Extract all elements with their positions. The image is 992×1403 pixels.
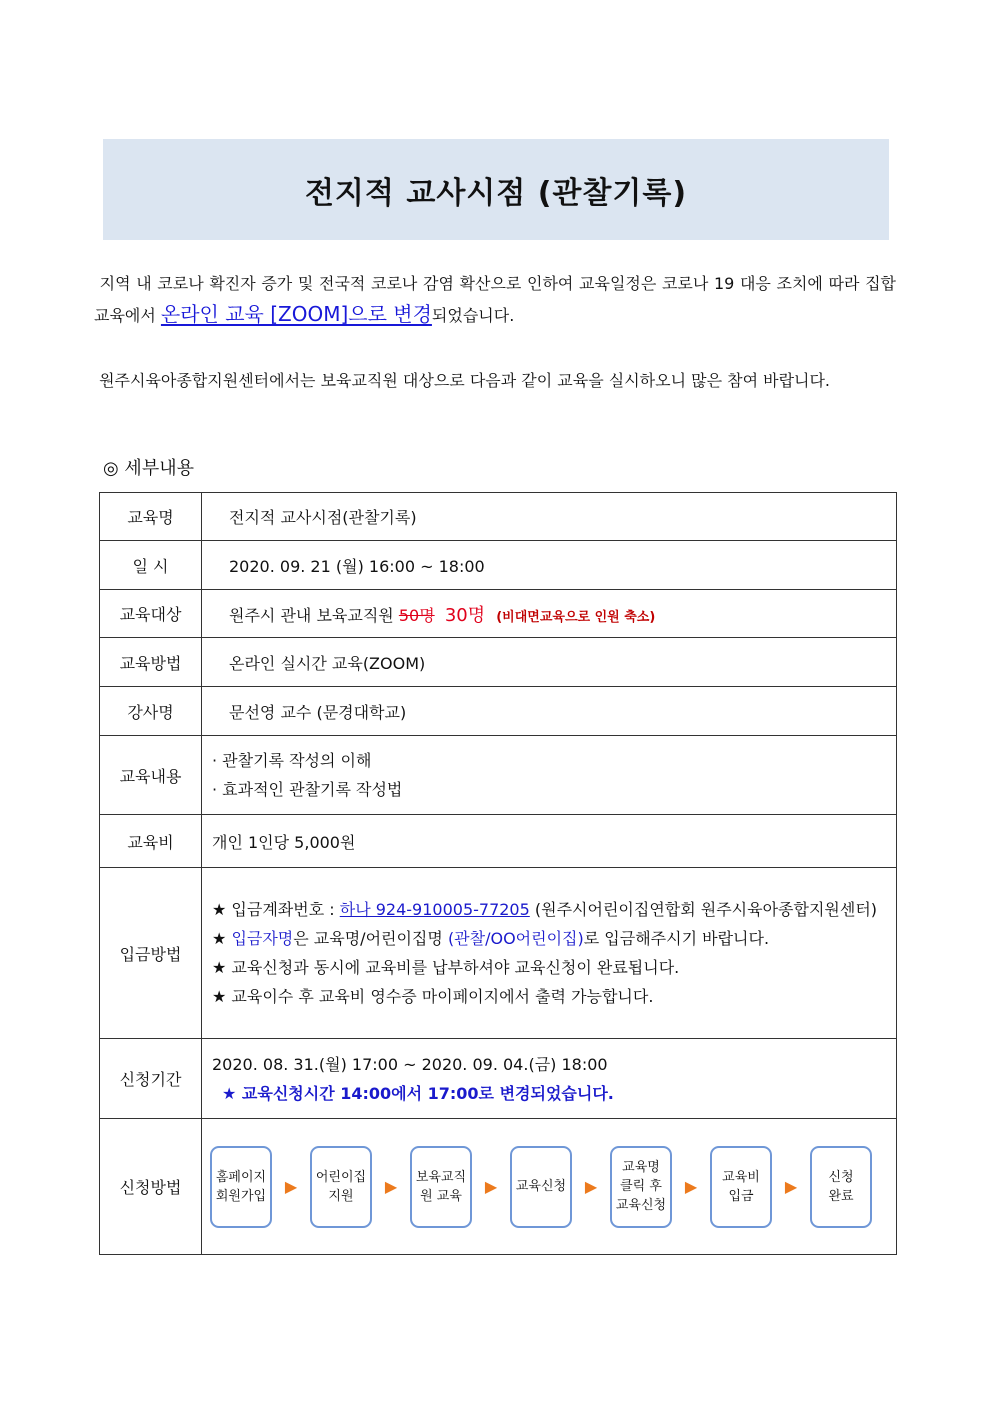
target-new-count: 30명	[444, 604, 486, 626]
target-value: 원주시 관내 보육교직원	[229, 605, 394, 625]
table-row	[100, 1119, 897, 1255]
table-row	[100, 815, 897, 868]
table-row	[100, 638, 897, 687]
payment-label: 입금방법	[100, 868, 202, 1039]
payment-line-2-mid: 은 교육명/어린이집명	[293, 929, 448, 948]
content-label: 교육내용	[100, 736, 202, 815]
step-click-course	[610, 1146, 672, 1228]
target-cell	[202, 590, 897, 638]
period-label: 신청기간	[100, 1039, 202, 1119]
payment-line-2-end: 로 입금해주시기 바랍니다.	[583, 929, 770, 948]
step-label: 신청 완료	[828, 1169, 854, 1204]
intro-paragraph-1	[94, 269, 896, 331]
intro-text-after: 되었습니다.	[431, 306, 515, 325]
step-label: 교육신청	[515, 1179, 567, 1194]
table-row	[100, 1039, 897, 1119]
step-label: 홈페이지 회원가입	[215, 1169, 267, 1204]
title-banner	[103, 139, 889, 240]
table-row	[100, 590, 897, 638]
step-complete	[810, 1146, 872, 1228]
fee-label: 교육비	[100, 815, 202, 868]
method-label: 교육방법	[100, 638, 202, 687]
arrow-right-icon: ▶	[384, 1177, 398, 1196]
target-note: (비대면교육으로 인원 축소)	[496, 609, 656, 625]
section-title: ◎ 세부내용	[103, 458, 194, 479]
date-value: 2020. 09. 21 (월) 16:00 ~ 18:00	[202, 541, 897, 590]
depositor-example: (관찰/OO어린이집)	[447, 929, 584, 948]
method-value: 온라인 실시간 교육(ZOOM)	[202, 638, 897, 687]
table-row	[100, 493, 897, 541]
course-value: 전지적 교사시점(관찰기록)	[202, 493, 897, 541]
payment-line-2	[212, 924, 888, 953]
period-value: 2020. 08. 31.(월) 17:00 ~ 2020. 09. 04.(금) 18:00	[212, 1054, 608, 1074]
arrow-right-icon: ▶	[784, 1177, 798, 1196]
step-label: 어린이집 지원	[315, 1169, 367, 1204]
intro-text-before: 지역 내 코로나 확진자 증가 및 전국적 코로나 감염 확산으로 인하여 교육일정은 코로나 19 대응 조치에 따라 집합교육에서	[94, 274, 897, 325]
details-table	[99, 492, 897, 1255]
payment-account-prefix: ★ 입금계좌번호 :	[212, 900, 340, 919]
document-title: 전지적 교사시점 (관찰기록)	[304, 175, 688, 211]
course-label: 교육명	[100, 493, 202, 541]
table-row	[100, 541, 897, 590]
step-label: 교육명 클릭 후 교육신청	[615, 1160, 667, 1213]
payment-line-3: ★ 교육신청과 동시에 교육비를 납부하셔야 교육신청이 완료됩니다.	[212, 958, 680, 977]
step-label: 보육교직 원 교육	[415, 1169, 467, 1204]
payment-line-4: ★ 교육이수 후 교육비 영수증 마이페이지에서 출력 가능합니다.	[212, 987, 654, 1006]
step-signup	[210, 1146, 272, 1228]
payment-line-1	[212, 895, 888, 924]
arrow-right-icon: ▶	[684, 1177, 698, 1196]
content-item: · 관찰기록 작성의 이해	[212, 751, 372, 770]
step-staff-education	[410, 1146, 472, 1228]
step-daycare-support	[310, 1146, 372, 1228]
apply-flow-cell	[202, 1119, 897, 1255]
arrow-right-icon: ▶	[284, 1177, 298, 1196]
fee-value: 개인 1인당 5,000원	[202, 815, 897, 868]
online-change-highlight: 온라인 교육 [ZOOM]으로 변경	[160, 302, 432, 326]
payment-cell	[202, 868, 897, 1039]
depositor-name-label: 입금자명	[231, 929, 294, 948]
period-note: ★ 교육신청시간 14:00에서 17:00로 변경되었습니다.	[222, 1083, 614, 1103]
step-label: 교육비 입금	[722, 1169, 760, 1204]
intro-text-2: 원주시육아종합지원센터에서는 보육교직원 대상으로 다음과 같이 교육을 실시하오니 많은 참여 바랍니다.	[99, 371, 831, 390]
target-old-count: 50명	[398, 605, 435, 625]
content-item: · 효과적인 관찰기록 작성법	[212, 780, 403, 799]
lecturer-label: 강사명	[100, 687, 202, 736]
star-marker: ★	[212, 929, 232, 948]
intro-paragraph-2	[94, 366, 896, 396]
table-row	[100, 736, 897, 815]
step-course-apply	[510, 1146, 572, 1228]
table-row	[100, 868, 897, 1039]
lecturer-value: 문선영 교수 (문경대학교)	[202, 687, 897, 736]
apply-label: 신청방법	[100, 1119, 202, 1255]
date-label: 일 시	[100, 541, 202, 590]
target-label: 교육대상	[100, 590, 202, 638]
content-cell	[202, 736, 897, 815]
step-payment	[710, 1146, 772, 1228]
apply-flow	[202, 1146, 896, 1228]
table-row	[100, 687, 897, 736]
account-number: 하나 924-910005-77205	[339, 900, 530, 919]
arrow-right-icon: ▶	[484, 1177, 498, 1196]
period-cell	[202, 1039, 897, 1119]
arrow-right-icon: ▶	[584, 1177, 598, 1196]
account-holder: (원주시어린이집연합회 원주시육아종합지원센터)	[529, 900, 878, 919]
